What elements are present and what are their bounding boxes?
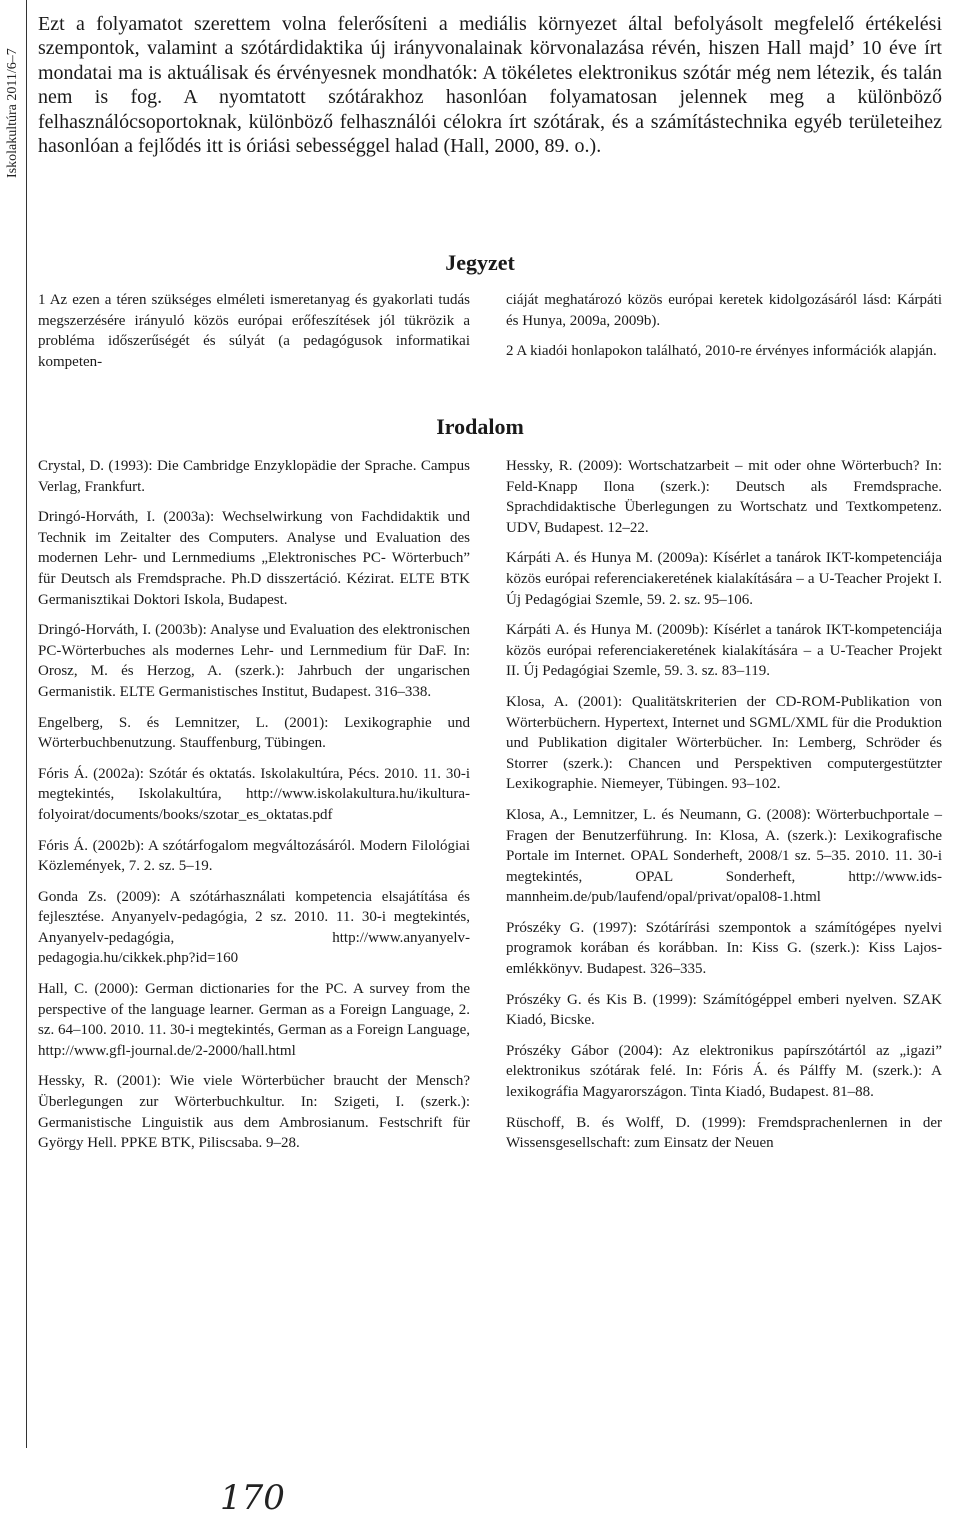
reference-item: Prószéky G. (1997): Szótárírási szempontok a számítógépes nyelvi programok korában és korábban. In: Kiss G. (szerk.): Kiss Lajos-emlékkönyv. Budapest. 326–335. bbox=[506, 919, 942, 978]
reference-item: Engelberg, S. és Lemnitzer, L. (2001): Lexikographie und Wörterbuchbenutzung. Stauffenburg, Tübingen. bbox=[38, 714, 470, 752]
page-number: 170 bbox=[220, 1478, 285, 1518]
reference-item: Fóris Á. (2002a): Szótár és oktatás. Iskolakultúra, Pécs. 2010. 11. 30-i megtekintés, Iskolakultúra, http://www.iskolakultura.hu/ikultura-folyoirat/documents/books/szotar_es_oktatas.pdf bbox=[38, 765, 470, 823]
reference-item: Dringó-Horváth, I. (2003b): Analyse und Evaluation des elektronischen PC-Wörterbuches als modernes Lehr- und Lernmedium für DaF. In: Orosz, M. és Herzog, A. (szerk.): Jahrbuch der ungarischen Germanistik. ELTE Germanistisches Institut, Budapest. 316–338. bbox=[38, 622, 470, 700]
reference-item: Crystal, D. (1993): Die Cambridge Enzyklopädie der Sprache. Campus Verlag, Frankfurt. bbox=[38, 458, 470, 495]
references-left-column bbox=[38, 456, 470, 1164]
reference-item: Klosa, A., Lemnitzer, L. és Neumann, G. (2008): Wörterbuchportale – Fragen der Benutzerführung. In: Klosa, A. (szerk.): Lexikografische Portale im Internet. OPAL Sonderheft, 2008/1 sz. 5–35. 2010. 11. 30-i megtekintés, OPAL Sonderheft, http://www.ids-mannheim.de/pub/laufend/opal/privat/opal08-1.html bbox=[506, 806, 942, 906]
reference-item: Rüschoff, B. és Wolff, D. (1999): Fremdsprachenlernen in der Wissensgesellschaft: zum Einsatz der Neuen bbox=[506, 1114, 942, 1152]
reference-item: Dringó-Horváth, I. (2003a): Wechselwirkung von Fachdidaktik und Technik im Zeitalter des Computers. Analyse und Evaluation des modernen Lehr- und Lernmediums „Elektronisches PC- Wörterbuch” für Deutsch als Fremdsprache. Ph.D disszertáció. Kézirat. ELTE BTK Germanisztikai Doktori Iskola, Budapest. bbox=[38, 509, 470, 608]
notes-left-column bbox=[38, 290, 470, 382]
intro-text: Ezt a folyamatot szerettem volna felerősíteni a mediális környezet által befolyásolt megfelelő értékelési szempontok, valamint a szótárdidaktika új irányvonalainak körvonalazása révén, hiszen Hall majd’ 10 éve írt mondatai ma is aktuálisak és érvényesnek mondhatók: A tökéletes elektronikus szótár még nem létezik, és talán nem is fog. A nyomtatott szótárakhoz hasonlóan folyamatosan jelennek meg a különböző felhasználócsoportoknak, különböző felhasználói célokra írt szótárak, és a számítástechnika egyéb területeihez hasonlóan a fejlődés itt is óriási sebességgel halad (Hall, 2000, 89. o.). bbox=[38, 13, 942, 158]
note-2: 2 A kiadói honlapokon található, 2010-re érvényes információk alapján. bbox=[506, 343, 937, 360]
journal-label: Iskolakultúra 2011/6–7 bbox=[5, 48, 20, 178]
reference-item: Kárpáti A. és Hunya M. (2009a): Kísérlet a tanárok IKT-kompetenciája közös európai referenciakeretének kialakítására – a U-Teacher Projekt I. Új Pedagógiai Szemle, 59. 2. sz. 95–106. bbox=[506, 550, 942, 608]
references-heading: Irodalom bbox=[436, 414, 524, 439]
reference-item: Gonda Zs. (2009): A szótárhasználati kompetencia elsajátítása és fejlesztése. Anyanyelv-pedagógia, 2 sz. 2010. 11. 30-i megtekintés, Anyanyelv-pedagógia, http://www.anyanyelv-pedagogia.hu/cikkek.php?id=160 bbox=[38, 888, 470, 967]
reference-item: Hessky, R. (2009): Wortschatzarbeit – mit oder ohne Wörterbuch? In: Feld-Knapp Ilona (szerk.): Deutsch als Fremdsprache. Sprachdidaktische Überlegungen zu Wortschatz und Textkompetenz. UDV, Budapest. 12–22. bbox=[506, 458, 942, 536]
notes-heading: Jegyzet bbox=[445, 250, 515, 275]
reference-item: Klosa, A. (2001): Qualitätskriterien der CD-ROM-Publikation von Wörterbüchern. Hypertext, Internet und SGML/XML für die Produktion und Publikation digitaler Wörterbücher. In: Lemberg, Schröder és Storrer (szerk.): Chancen und Perspektiven computergestützter Lexikographie. Niemeyer, Tübingen. 93–102. bbox=[506, 693, 942, 793]
intro-paragraph bbox=[38, 12, 942, 158]
references-right-column bbox=[506, 456, 942, 1164]
reference-item: Prószéky Gábor (2004): Az elektronikus papírszótártól az „igazi” elektronikus szótárak felé. In: Fóris Á. és Pálffy M. (szerk.): A lexikográfia Magyarországon. Tinta Kiadó, Budapest. 81–88. bbox=[506, 1042, 942, 1101]
reference-item: Fóris Á. (2002b): A szótárfogalom megváltozásáról. Modern Filológiai Közlemények, 7. 2. sz. 5–19. bbox=[38, 837, 470, 875]
reference-item: Kárpáti A. és Hunya M. (2009b): Kísérlet a tanárok IKT-kompetenciája közös európai referenciakeretének kialakítására – a U-Teacher Projekt II. Új Pedagógiai Szemle, 59. 3. sz. 83–119. bbox=[506, 622, 942, 680]
reference-item: Prószéky G. és Kis B. (1999): Számítógéppel emberi nyelven. SZAK Kiadó, Bicske. bbox=[506, 991, 942, 1029]
reference-item: Hessky, R. (2001): Wie viele Wörterbücher braucht der Mensch? Überlegungen zur Wörterbuchkultur. In: Szigeti, I. (szerk.): Germanistische Linguistik aus dem Ambrosianum. Festschrift für György Hell. PPKE BTK, Piliscsaba. 9–28. bbox=[38, 1073, 470, 1152]
journal-sidebar bbox=[0, 0, 27, 1448]
note-1: 1 Az ezen a téren szükséges elméleti ismeretanyag és gyakorlati tudás megszerzésére irányuló közös európai erőfeszítések jól tükrözik a probléma időszerűségét és súlyát (a pedagógusok informatikai kompeten- bbox=[38, 292, 470, 370]
note-1-continued: ciáját meghatározó közös európai keretek kidolgozásáról lásd: Kárpáti és Hunya, 2009a, 2009b). bbox=[506, 292, 942, 329]
notes-right-column bbox=[506, 290, 942, 372]
reference-item: Hall, C. (2000): German dictionaries for the PC. A survey from the perspective of the language learner. German as a Foreign Language, 2. sz. 64–100. 2010. 11. 30-i megtekintés, German as a Foreign Language, http://www.gfl-journal.de/2-2000/hall.html bbox=[38, 981, 470, 1059]
